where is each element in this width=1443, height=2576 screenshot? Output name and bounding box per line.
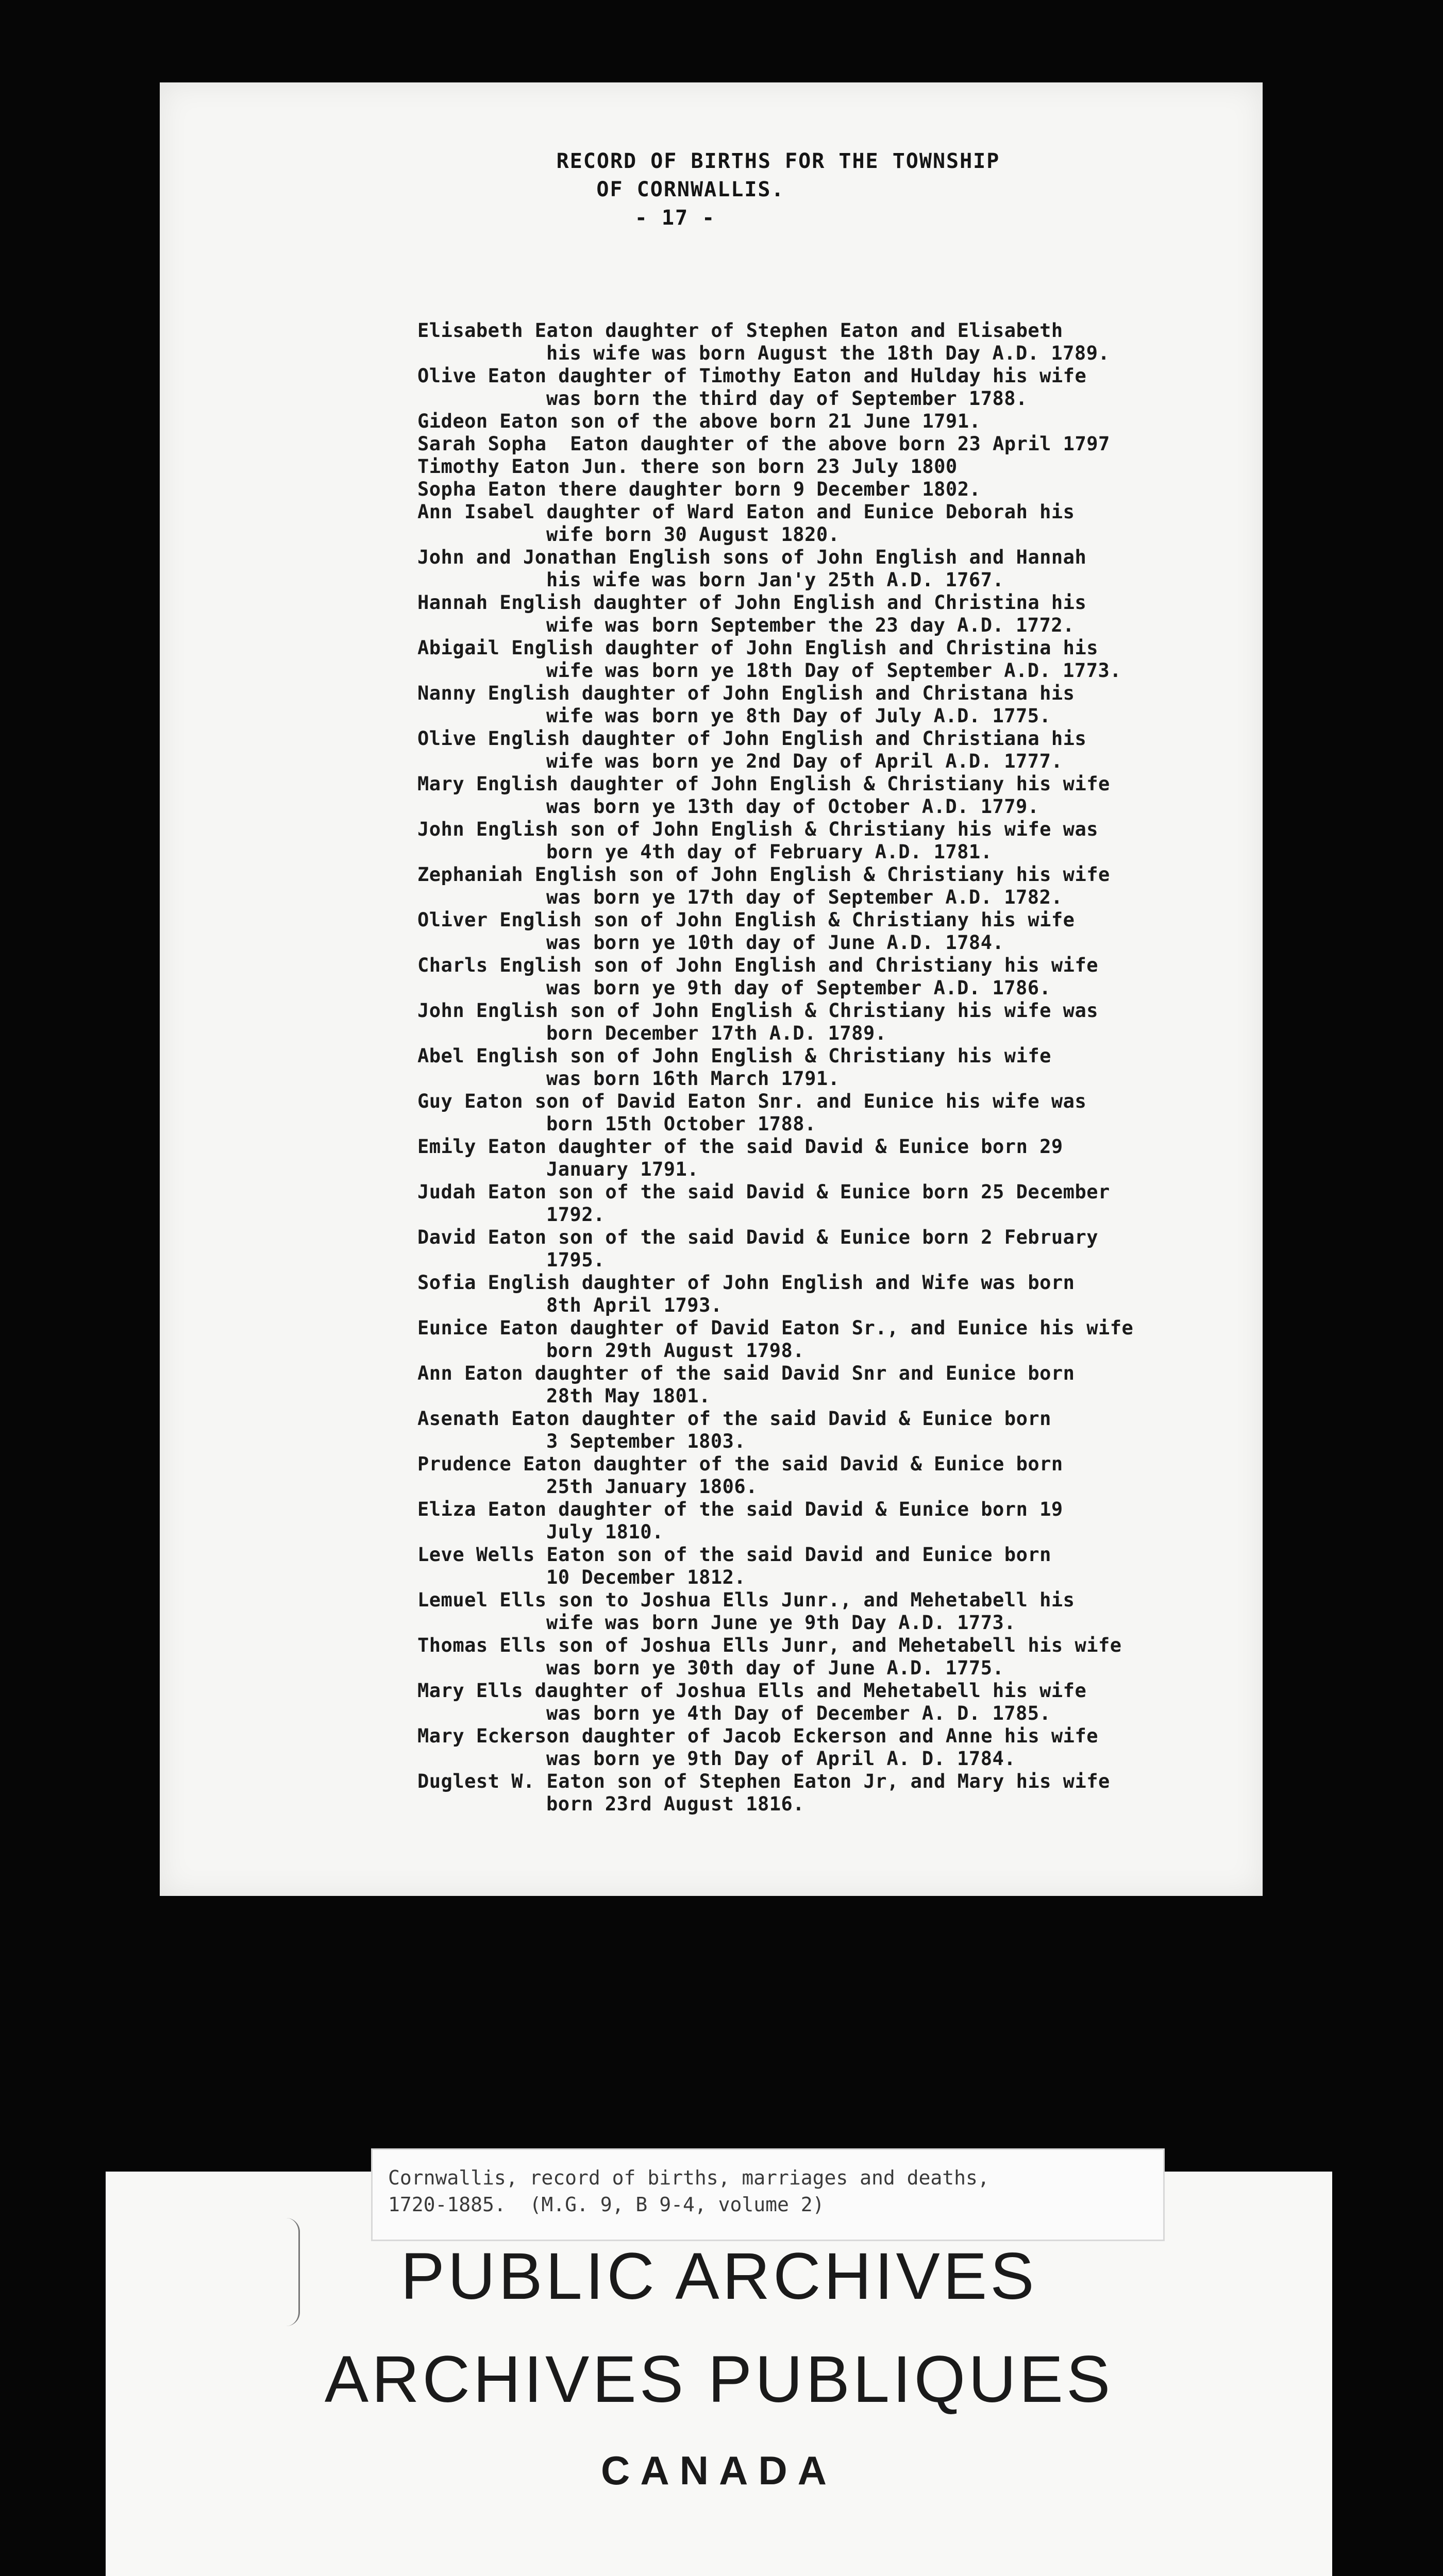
entry-line: Charls English son of John English and Christiany his wife [417,954,1099,976]
entry-continuation-line: was born the third day of September 1788. [546,387,1028,410]
record-page [160,82,1263,1896]
stamp-public-archives: PUBLIC ARCHIVES [400,2240,1037,2313]
entry-line: Emily Eaton daughter of the said David & Eunice born 29 [417,1136,1063,1158]
catalog-line1: Cornwallis, record of births, marriages and deaths, [388,2166,989,2189]
entry-continuation-line: born ye 4th day of February A.D. 1781. [546,841,993,863]
birth-entry [417,954,1252,999]
birth-entry [417,455,1252,478]
birth-entry [417,863,1252,909]
birth-entry [417,818,1252,863]
entry-continuation-line: January 1791. [546,1158,699,1180]
entry-continuation-line: 10 December 1812. [546,1566,746,1588]
birth-entry [417,1181,1252,1226]
entry-continuation-line: July 1810. [546,1521,664,1543]
birth-entry [417,1770,1252,1816]
entry-continuation-line: wife was born September the 23 day A.D. 1772. [546,614,1075,636]
entry-continuation-line: born 29th August 1798. [546,1340,805,1362]
birth-entry [417,546,1252,591]
birth-entry [417,1544,1252,1589]
birth-entry [417,1272,1252,1317]
entry-line: Sofia English daughter of John English and Wife was born [417,1272,1075,1294]
entry-continuation-line: 8th April 1793. [546,1294,723,1316]
entry-line: Prudence Eaton daughter of the said David & Eunice born [417,1453,1063,1475]
birth-entry [417,478,1252,501]
entry-line: Judah Eaton son of the said David & Eunice born 25 December [417,1181,1110,1203]
birth-entry [417,1090,1252,1136]
entry-continuation-line: 1795. [546,1249,605,1271]
entry-continuation-line: was born ye 4th Day of December A. D. 1785. [546,1702,1051,1724]
birth-entry [417,1498,1252,1544]
entry-line: Olive Eaton daughter of Timothy Eaton and Hulday his wife [417,365,1087,387]
birth-entry [417,682,1252,727]
entry-continuation-line: 28th May 1801. [546,1385,711,1407]
birth-entry [417,1634,1252,1680]
entry-line: Lemuel Ells son to Joshua Ells Junr., and Mehetabell his [417,1589,1075,1611]
birth-entry [417,365,1252,410]
birth-entry [417,1680,1252,1725]
page-number: - 17 - [634,206,716,230]
birth-entry [417,637,1252,682]
entry-continuation-line: was born ye 17th day of September A.D. 1782. [546,886,1063,908]
entry-continuation-line: 25th January 1806. [546,1476,758,1498]
birth-entry [417,1226,1252,1272]
entry-continuation-line: born 15th October 1788. [546,1113,816,1135]
entry-continuation-line: wife born 30 August 1820. [546,523,840,546]
entry-continuation-line: his wife was born August the 18th Day A.D. 1789. [546,342,1110,364]
entry-line: Thomas Ells son of Joshua Ells Junr, and Mehetabell his wife [417,1634,1122,1656]
entry-continuation-line: was born 16th March 1791. [546,1067,840,1090]
entry-continuation-line: was born ye 9th Day of April A. D. 1784. [546,1748,1016,1770]
record-title-line2: OF CORNWALLIS. [596,178,785,201]
entry-line: Nanny English daughter of John English and Christana his [417,682,1075,704]
entry-continuation-line: his wife was born Jan'y 25th A.D. 1767. [546,569,1004,591]
entry-continuation-line: born 23rd August 1816. [546,1793,805,1815]
entry-line: John English son of John English & Christiany his wife was [417,999,1099,1022]
birth-entry [417,1136,1252,1181]
birth-entry [417,999,1252,1045]
birth-entry [417,1045,1252,1090]
birth-entries-list [417,319,1252,1816]
stamp-archives-publiques: ARCHIVES PUBLIQUES [324,2343,1114,2416]
entry-line: Mary Ells daughter of Joshua Ells and Mehetabell his wife [417,1680,1087,1702]
birth-entry [417,1589,1252,1634]
stamp-canada: CANADA [601,2448,837,2493]
birth-entry [417,433,1252,455]
birth-entry [417,1725,1252,1770]
entry-continuation-line: wife was born ye 2nd Day of April A.D. 1777. [546,750,1063,772]
entry-line: John and Jonathan English sons of John English and Hannah [417,546,1087,568]
entry-continuation-line: was born ye 30th day of June A.D. 1775. [546,1657,1004,1679]
entry-line: Elisabeth Eaton daughter of Stephen Eaton and Elisabeth [417,319,1063,342]
birth-entry [417,501,1252,546]
entry-continuation-line: wife was born ye 8th Day of July A.D. 1775. [546,705,1051,727]
entry-continuation-line: was born ye 9th day of September A.D. 1786. [546,977,1051,999]
entry-continuation-line: 3 September 1803. [546,1430,746,1452]
birth-entry [417,1408,1252,1453]
birth-entry [417,1362,1252,1408]
catalog-label [371,2148,1165,2241]
entry-line: Timothy Eaton Jun. there son born 23 July 1800 [417,455,958,478]
birth-entry [417,410,1252,433]
entry-line: Abigail English daughter of John English and Christina his [417,637,1099,659]
entry-line: Eunice Eaton daughter of David Eaton Sr., and Eunice his wife [417,1317,1134,1339]
entry-line: Asenath Eaton daughter of the said David & Eunice born [417,1408,1051,1430]
birth-entry [417,1453,1252,1498]
birth-entry [417,319,1252,365]
entry-continuation-line: born December 17th A.D. 1789. [546,1022,887,1044]
entry-line: Mary English daughter of John English & Christiany his wife [417,773,1110,795]
birth-entry [417,1317,1252,1362]
entry-line: Eliza Eaton daughter of the said David & Eunice born 19 [417,1498,1063,1520]
entry-line: Duglest W. Eaton son of Stephen Eaton Jr, and Mary his wife [417,1770,1110,1792]
catalog-line2: 1720-1885. (M.G. 9, B 9-4, volume 2) [388,2193,825,2216]
entry-line: Mary Eckerson daughter of Jacob Eckerson and Anne his wife [417,1725,1099,1747]
entry-line: Abel English son of John English & Christiany his wife [417,1045,1051,1067]
entry-line: Guy Eaton son of David Eaton Snr. and Eunice his wife was [417,1090,1087,1112]
entry-line: Zephaniah English son of John English & Christiany his wife [417,863,1110,886]
entry-line: Olive English daughter of John English and Christiana his [417,727,1087,750]
entry-continuation-line: wife was born ye 18th Day of September A.D. 1773. [546,659,1122,682]
entry-line: Oliver English son of John English & Christiany his wife [417,909,1075,931]
entry-line: Sarah Sopha Eaton daughter of the above born 23 April 1797 [417,433,1110,455]
entry-line: Leve Wells Eaton son of the said David and Eunice born [417,1544,1051,1566]
entry-line: David Eaton son of the said David & Eunice born 2 February [417,1226,1099,1248]
entry-line: Ann Eaton daughter of the said David Snr and Eunice born [417,1362,1075,1384]
birth-entry [417,773,1252,818]
entry-continuation-line: was born ye 10th day of June A.D. 1784. [546,931,1004,954]
entry-line: Ann Isabel daughter of Ward Eaton and Eunice Deborah his [417,501,1075,523]
birth-entry [417,727,1252,773]
archives-card [106,2166,1332,2576]
birth-entry [417,909,1252,954]
entry-line: John English son of John English & Christiany his wife was [417,818,1099,840]
birth-entry [417,591,1252,637]
entry-line: Hannah English daughter of John English and Christina his [417,591,1087,614]
entry-line: Gideon Eaton son of the above born 21 June 1791. [417,410,981,432]
entry-continuation-line: 1792. [546,1204,605,1226]
entry-line: Sopha Eaton there daughter born 9 December 1802. [417,478,981,500]
record-title-line1: RECORD OF BIRTHS FOR THE TOWNSHIP [556,149,1000,173]
entry-continuation-line: was born ye 13th day of October A.D. 1779. [546,795,1039,818]
entry-continuation-line: wife was born June ye 9th Day A.D. 1773. [546,1612,1016,1634]
